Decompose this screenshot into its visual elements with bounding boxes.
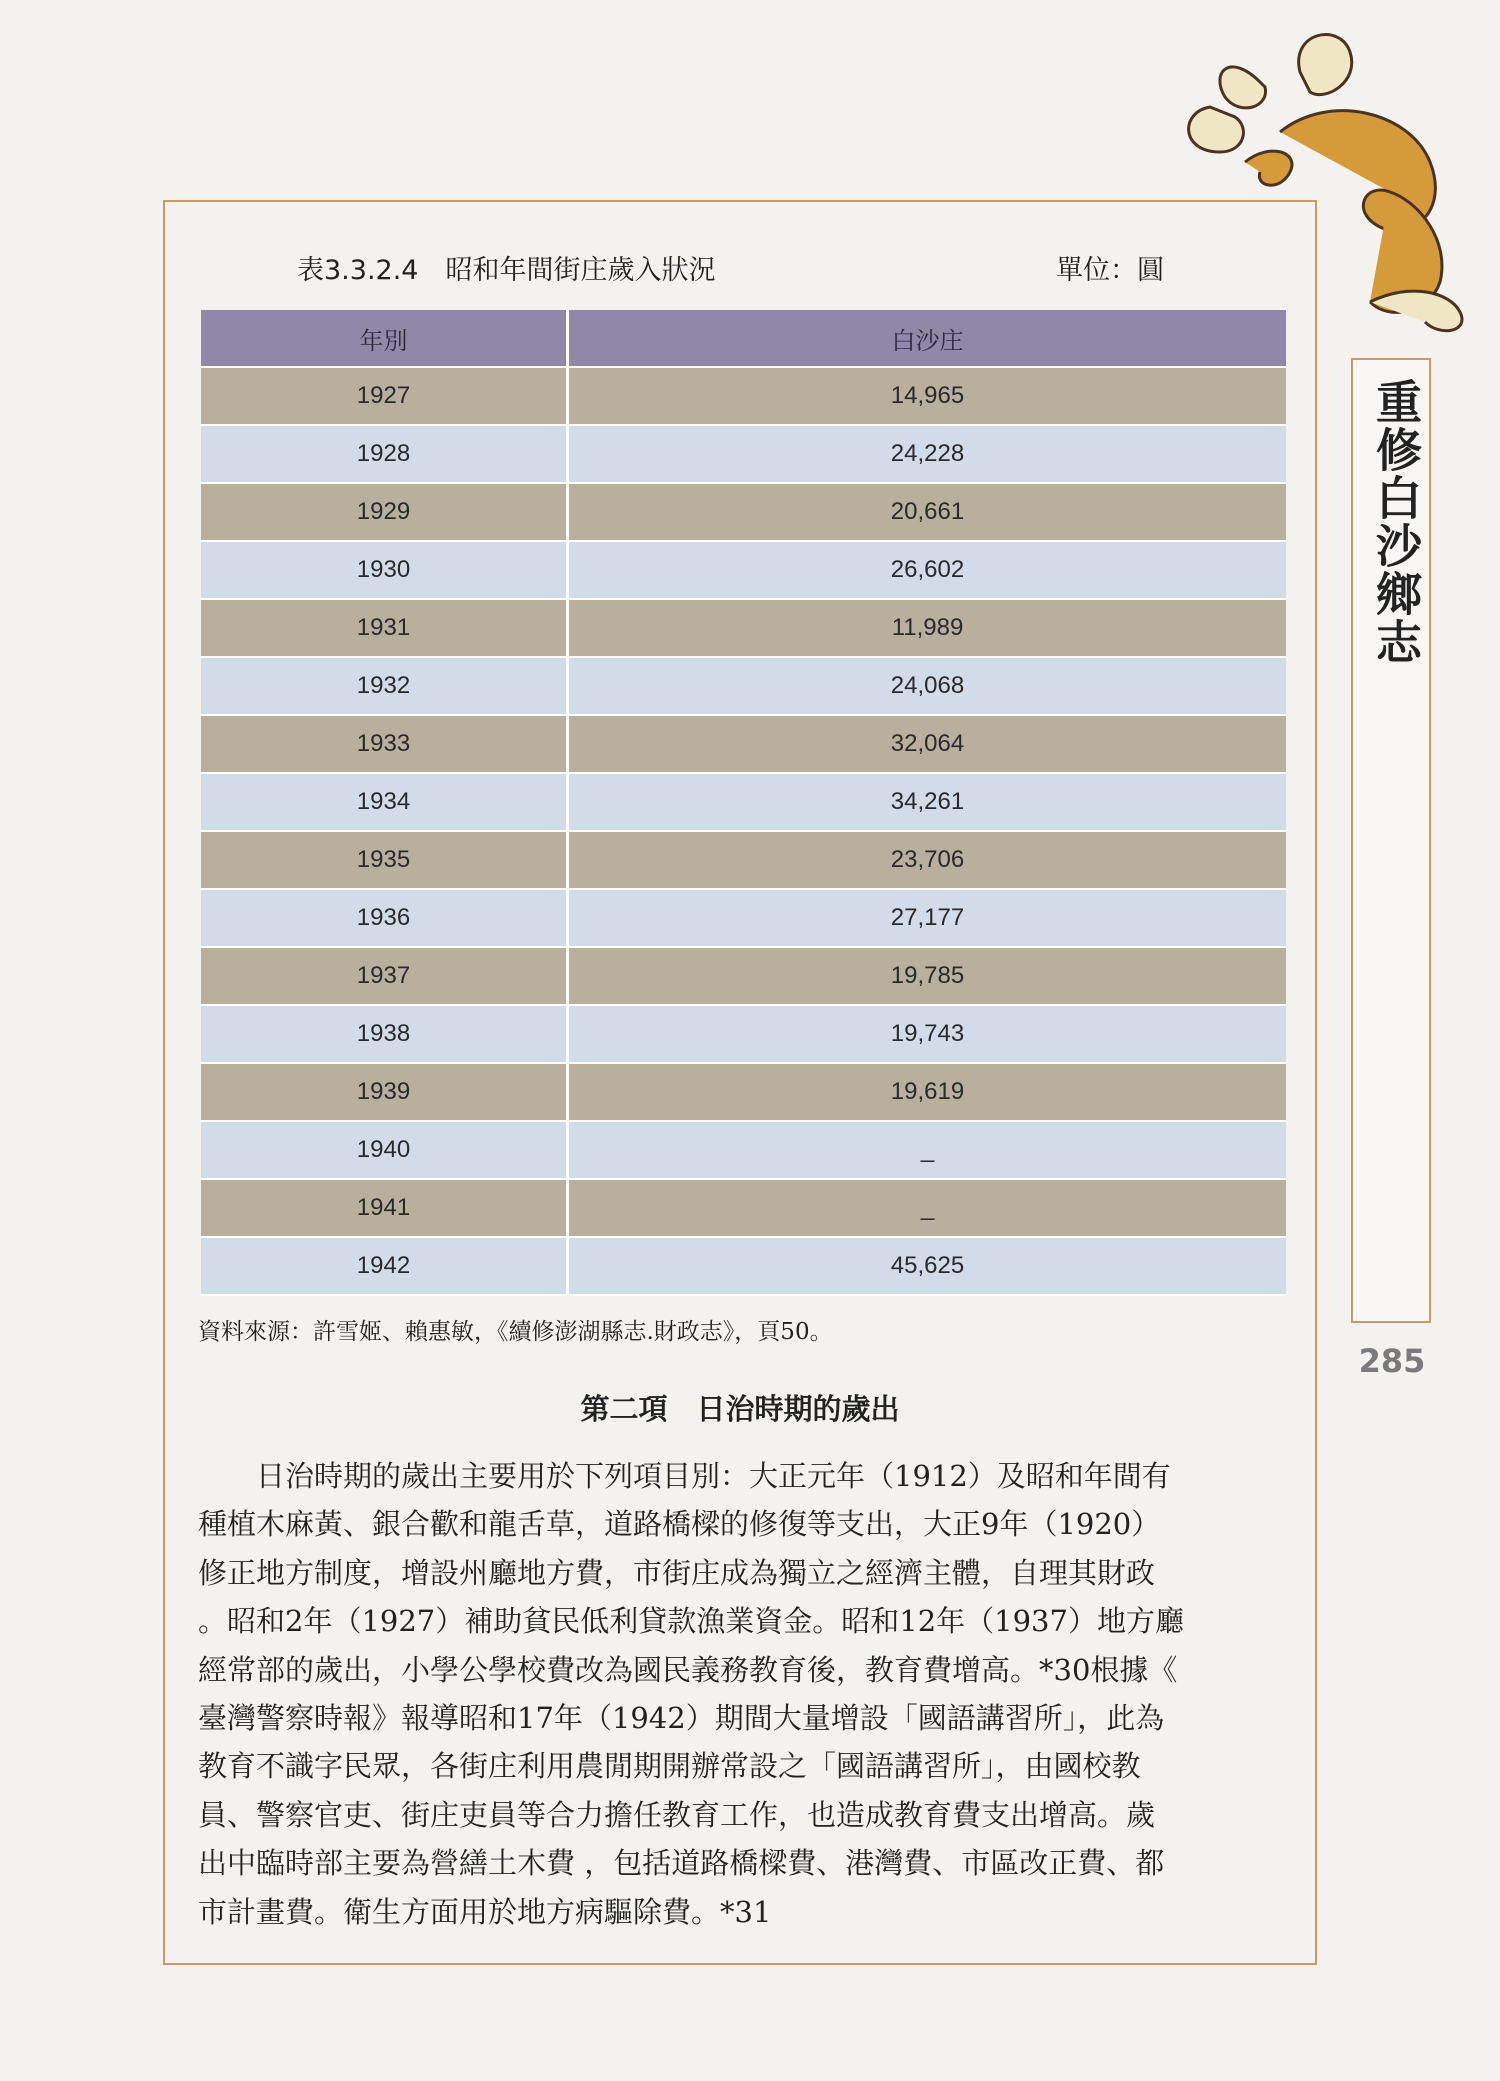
year-cell: 1941 — [201, 1179, 568, 1237]
value-cell: 27,177 — [568, 889, 1287, 947]
year-cell: 1934 — [201, 773, 568, 831]
section-heading: 第二項 日治時期的歲出 — [580, 1392, 900, 1426]
value-cell: 20,661 — [568, 483, 1287, 541]
table-row — [201, 541, 1286, 599]
value-cell: 19,619 — [568, 1063, 1287, 1121]
revenue-table — [201, 310, 1286, 1296]
year-cell: 1929 — [201, 483, 568, 541]
paragraph-line: 經常部的歲出，小學公學校費改為國民義務教育後，教育費增高。*30根據《 — [198, 1652, 1178, 1687]
value-cell: 11,989 — [568, 599, 1287, 657]
year-cell: 1938 — [201, 1005, 568, 1063]
table-row — [201, 599, 1286, 657]
table-row — [201, 947, 1286, 1005]
table-row — [201, 1179, 1286, 1237]
sidebar-title-box — [1351, 358, 1431, 1323]
year-cell: 1935 — [201, 831, 568, 889]
cloud-dragon-ornament-icon — [1150, 12, 1490, 342]
table-row — [201, 889, 1286, 947]
year-cell: 1930 — [201, 541, 568, 599]
value-cell: 45,625 — [568, 1237, 1287, 1295]
table-source-note: 資料來源：許雪姬、賴惠敏，《續修澎湖縣志.財政志》，頁50。 — [198, 1319, 833, 1345]
paragraph-line: 。昭和2年（1927）補助貧民低利貸款漁業資金。昭和12年（1937）地方廳 — [198, 1604, 1184, 1639]
paragraph-line: 出中臨時部主要為營繕土木費 ，包括道路橋樑費、港灣費、市區改正費、都 — [198, 1846, 1165, 1881]
table-row — [201, 1237, 1286, 1295]
value-cell: 24,228 — [568, 425, 1287, 483]
value-cell: 24,068 — [568, 657, 1287, 715]
table-row — [201, 1005, 1286, 1063]
table-row — [201, 425, 1286, 483]
value-cell: 26,602 — [568, 541, 1287, 599]
table-row — [201, 657, 1286, 715]
year-cell: 1933 — [201, 715, 568, 773]
book-title: 重修白沙鄉志 — [1369, 378, 1423, 666]
table-caption: 表3.3.2.4 昭和年間街庄歲入狀況 — [297, 255, 716, 286]
header-year: 年別 — [201, 310, 568, 367]
value-cell: _ — [568, 1121, 1287, 1179]
table-row — [201, 483, 1286, 541]
table-row — [201, 367, 1286, 425]
year-cell: 1936 — [201, 889, 568, 947]
value-cell: 32,064 — [568, 715, 1287, 773]
value-cell: 19,785 — [568, 947, 1287, 1005]
value-cell: 19,743 — [568, 1005, 1287, 1063]
page-number: 285 — [1358, 1342, 1426, 1380]
year-cell: 1937 — [201, 947, 568, 1005]
year-cell: 1940 — [201, 1121, 568, 1179]
year-cell: 1932 — [201, 657, 568, 715]
table-header-row — [201, 310, 1286, 367]
value-cell: 34,261 — [568, 773, 1287, 831]
paragraph-line: 市計畫費。衛生方面用於地方病驅除費。*31 — [198, 1894, 772, 1929]
table-unit: 單位：圓 — [1056, 255, 1164, 286]
paragraph-line: 臺灣警察時報》報導昭和17年（1942）期間大量增設「國語講習所」，此為 — [198, 1701, 1165, 1736]
paragraph-line: 日治時期的歲出主要用於下列項目別：大正元年（1912）及昭和年間有 — [198, 1459, 1171, 1493]
year-cell: 1931 — [201, 599, 568, 657]
value-cell: _ — [568, 1179, 1287, 1237]
value-cell: 23,706 — [568, 831, 1287, 889]
table-row — [201, 831, 1286, 889]
header-baisha: 白沙庄 — [568, 310, 1287, 367]
year-cell: 1939 — [201, 1063, 568, 1121]
table-row — [201, 1121, 1286, 1179]
table-row — [201, 715, 1286, 773]
year-cell: 1942 — [201, 1237, 568, 1295]
paragraph-line: 種植木麻黃、銀合歡和龍舌草，道路橋樑的修復等支出，大正9年（1920） — [198, 1507, 1161, 1542]
table-row — [201, 1063, 1286, 1121]
year-cell: 1927 — [201, 367, 568, 425]
paragraph-line: 教育不識字民眾，各街庄利用農閒期開辦常設之「國語講習所」，由國校教 — [198, 1749, 1141, 1784]
paragraph-line: 修正地方制度，增設州廳地方費，市街庄成為獨立之經濟主體，自理其財政 — [198, 1555, 1156, 1590]
paragraph-line: 員、警察官吏、街庄吏員等合力擔任教育工作，也造成教育費支出增高。歲 — [198, 1797, 1156, 1832]
value-cell: 14,965 — [568, 367, 1287, 425]
year-cell: 1928 — [201, 425, 568, 483]
body-paragraph — [198, 1452, 1288, 1936]
table-row — [201, 773, 1286, 831]
